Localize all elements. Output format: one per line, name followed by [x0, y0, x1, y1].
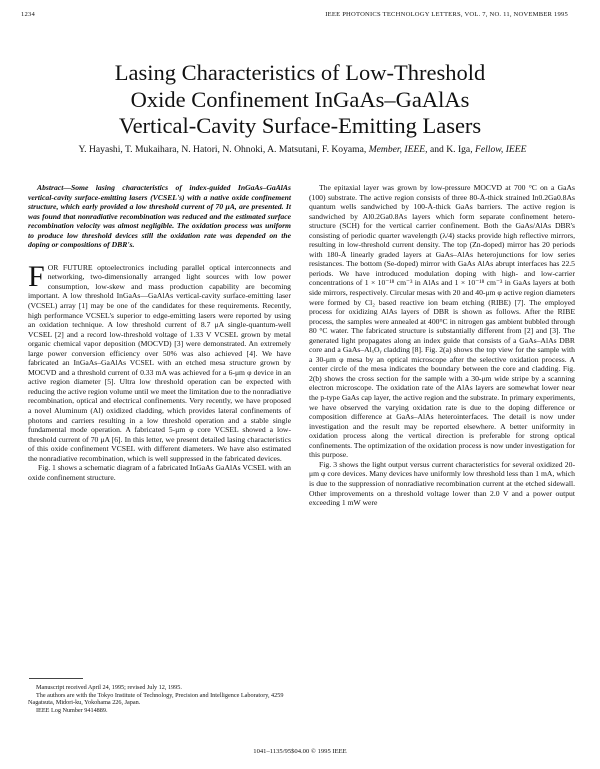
author-member-tag: Member, IEEE,: [368, 144, 428, 155]
intro-paragraph: F OR FUTURE optoelectronics including parallel optical interconnects and networking, two-dimensionally arranged light sources with low power consumption, low-skew and mass production capability are becoming important. A low threshold InGaAs—GaAlAs vertical-cavity surface-emitting laser (VCSEL) array [1] may be one of the candidates for these requirements. Recently, high performance VCSEL's superior to edge-emitting lasers were reported by using an oxidation technique. A low threshold current of 8.7 μA single-quantum-well VCSEL [2] and a record low-threshold voltage of 1.33 V VCSEL grown by metal organic chemical vapor deposition (MOCVD) [3] were demonstrated. An extremely large power conversion efficiency over 50% was also achieved [4]. We have fabricated an InGaAs–GaAlAs VCSEL with an etched mesa structure grown by MOCVD and a threshold current of 0.33 mA was achieved for a 6-μm φ device in an active region diameter [5]. Ultra low threshold operation can be expected with reducing the active region volume until we meet the limitation due to the nonradiative recombination, optical and electrical confinements. Very recently, we have proposed a novel Aluminum (Al) oxidized cladding, which provides lateral confinements of photons and carriers resulting in a low threshold operation and a stable single fundamental mode operation. A fabricated 5-μm φ core VCSEL showed a low-threshold current of 70 μA [6]. In this letter, we present detailed lasing characteristics of this oxide confinement VCSEL with different diameters. We have also estimated the nonradiative recombination, which is well suppressed in the fabricated devices.: [28, 259, 291, 463]
right-paragraph-1: The epitaxial layer was grown by low-pressure MOCVD at 700 °C on a GaAs (100) substrate. The active region consists of three 80-Å-thick strained In0.2Ga0.8As quantum wells sandwiched by 100-Å-thick GaAs barriers. The active region is sandwiched by Al0.2Ga0.8As layers which form separate confinement hetero-structure (SCH) for the vertical carrier confinement. Both the GaAs/AlAs DBR's consisting of periodic quarter wavelength (λ/4) stacks provide high reflective mirrors, resulting in low-threshold current density. The top (Zn-doped) mirror has 20 periods with 180-Å linearly graded layers at GaAs–AlAs heterojunctions for low series resistances. The bottom (Se-doped) mirror with GaAs AlAs abrupt interfaces has 22.5 periods. We have introduced modulation doping with high- and low-carrier concentrations of 1 × 10⁻¹⁸ cm⁻³ in AlAs and 1 × 10⁻¹⁸ cm⁻³ in GaAs layers at both side mirrors, respectively. Circular mesas with 20 and 40-μm φ active region diameters were formed by Cl₂ based reactive ion beam etching (RIBE) [7]. The employed process for oxidizing AlAs layers of DBR is shown as follows. After the RIBE process, the samples were annealed at 400°C in nitrogen gas ambient bubbled through 80 °C water. The fabricated structure is substantially different from [2] and [3]. The generated light propagates along an index guide that consists of a GaAs–AlAs DBR core and a GaAs–AlₓOᵧ cladding [8]. Fig. 2(a) shows the top view for the sample with a 30-μm φ mesa by an optical microscope after the selective oxidation process. A center circle of the mesa indicates the boundary between the core and cladding. Fig. 2(b) shows the cross section for the sample with a 30-μm wide stripe by a scanning electron microscope. The oxidation rate of the AlAs layers are somewhat lower near the p-type GaAs cap layer, the active region and the substrate. In primary experiments, we have observed the varying oxidation rate is due to the doping difference or composition difference at GaAs–AlAs heterointerfaces. The detail is now under investigation and the result may be reported elsewhere. A better uniformity in oxidation process along the vertical direction is preferable for strong optical confinements. The optimization of the oxidation process is now under investigation for this purpose.: [309, 183, 576, 460]
author-last: and K. Iga,: [429, 144, 473, 155]
page-number: 1234: [21, 11, 35, 18]
footnote-affiliation: The authors are with the Tokyo Institute of Technology, Precision and Intelligence Laboratory, 4259 Nagatsuta, Midori-ku, Yokohama 226, Japan.: [28, 691, 284, 707]
title-line-2: Oxide Confinement InGaAs–GaAlAs: [130, 86, 470, 112]
right-paragraph-2: Fig. 3 shows the light output versus current characteristics for several oxidized 20-μm φ core devices. Many devices have uniformly low threshold less than 1 mA, which is due to the suppression of nonradiative recombination current at the etched sidewall. Other improvements on a threshold voltage lower than 2.0 V and a power output exceeding 1 mW were: [309, 459, 575, 508]
title-line-1: Lasing Characteristics of Low-Threshold: [114, 60, 486, 85]
left-paragraph-2: Fig. 1 shows a schematic diagram of a fabricated InGaAs GaAlAs VCSEL with an oxide confinement structure.: [28, 463, 291, 482]
paper-title: [0, 60, 600, 140]
footnote-rule: [29, 678, 83, 679]
intro-text: optoelectronics including parallel optical interconnects and networking, two-dimensionally arranged light sources with low power consumption, low-skew and mass production capability are becoming important. A low threshold InGaAs—GaAlAs vertical-cavity surface-emitting laser (VCSEL) array [1] may be one of the candidates for these requirements. Recently, high performance VCSEL's superior to edge-emitting lasers were reported by using an oxidation technique. A low threshold current of 8.7 μA single-quantum-well VCSEL [2] and a record low-threshold voltage of 1.33 V VCSEL grown by metal organic chemical vapor deposition (MOCVD) [3] were demonstrated. An extremely large power conversion efficiency over 50% was also achieved [4]. We have fabricated an InGaAs–GaAlAs VCSEL with an etched mesa structure grown by MOCVD and a threshold current of 0.33 mA was achieved for a 6-μm φ device in an active region diameter [5]. Ultra low threshold operation can be expected with reducing the active region volume until we meet the limitation due to the nonradiative recombination, optical and electrical confinements. Very recently, we have proposed a novel Aluminum (Al) oxidized cladding, which provides lateral confinements of photons and carriers resulting in a low threshold operation and a stable single fundamental mode operation. A fabricated 5-μm φ core VCSEL showed a low-threshold current of 70 μA [6]. In this letter, we present detailed lasing characteristics of this oxide confinement VCSEL with different diameters. We have also estimated the nonradiative recombination, which is well suppressed in the fabricated devices.: [28, 262, 291, 463]
footnotes: [28, 684, 291, 714]
intro-lead-caps: OR FUTURE: [47, 262, 93, 272]
abstract-lead: Abstract—: [37, 183, 71, 192]
title-line-3: Vertical-Cavity Surface-Emitting Lasers: [118, 113, 482, 138]
footnote-received: Manuscript received April 24, 1995; revised July 12, 1995.: [36, 684, 182, 691]
right-column: [309, 183, 575, 508]
copyright-footer: 1041–1135/95$04.00 © 1995 IEEE: [253, 748, 347, 755]
abstract-text: Some lasing characteristics of index-guided InGaAs–GaAlAs vertical-cavity surface-emitting lasers (VCSEL's) with a native oxide confinement structure, which early provided a low threshold current of 70 μA, are presented. It was found that nonradiative recombination was reduced and the estimated surface recombination velocity was almost negligible. The oxidation process was uniform to produce low threshold devices still the oxidation rate was depended on the doping or compositions of DBR's.: [28, 183, 291, 250]
author-list: [20, 144, 585, 156]
author-names: Y. Hayashi, T. Mukaihara, N. Hatori, N. Ohnoki, A. Matsutani, F. Koyama,: [78, 144, 367, 155]
left-column: [28, 183, 291, 482]
footnote-log: IEEE Log Number 9414889.: [36, 706, 108, 714]
journal-header: IEEE PHOTONICS TECHNOLOGY LETTERS, VOL. 7, NO. 11, NOVEMBER 1995: [325, 11, 568, 18]
abstract: [28, 183, 291, 250]
author-fellow-tag: Fellow, IEEE: [475, 144, 527, 155]
